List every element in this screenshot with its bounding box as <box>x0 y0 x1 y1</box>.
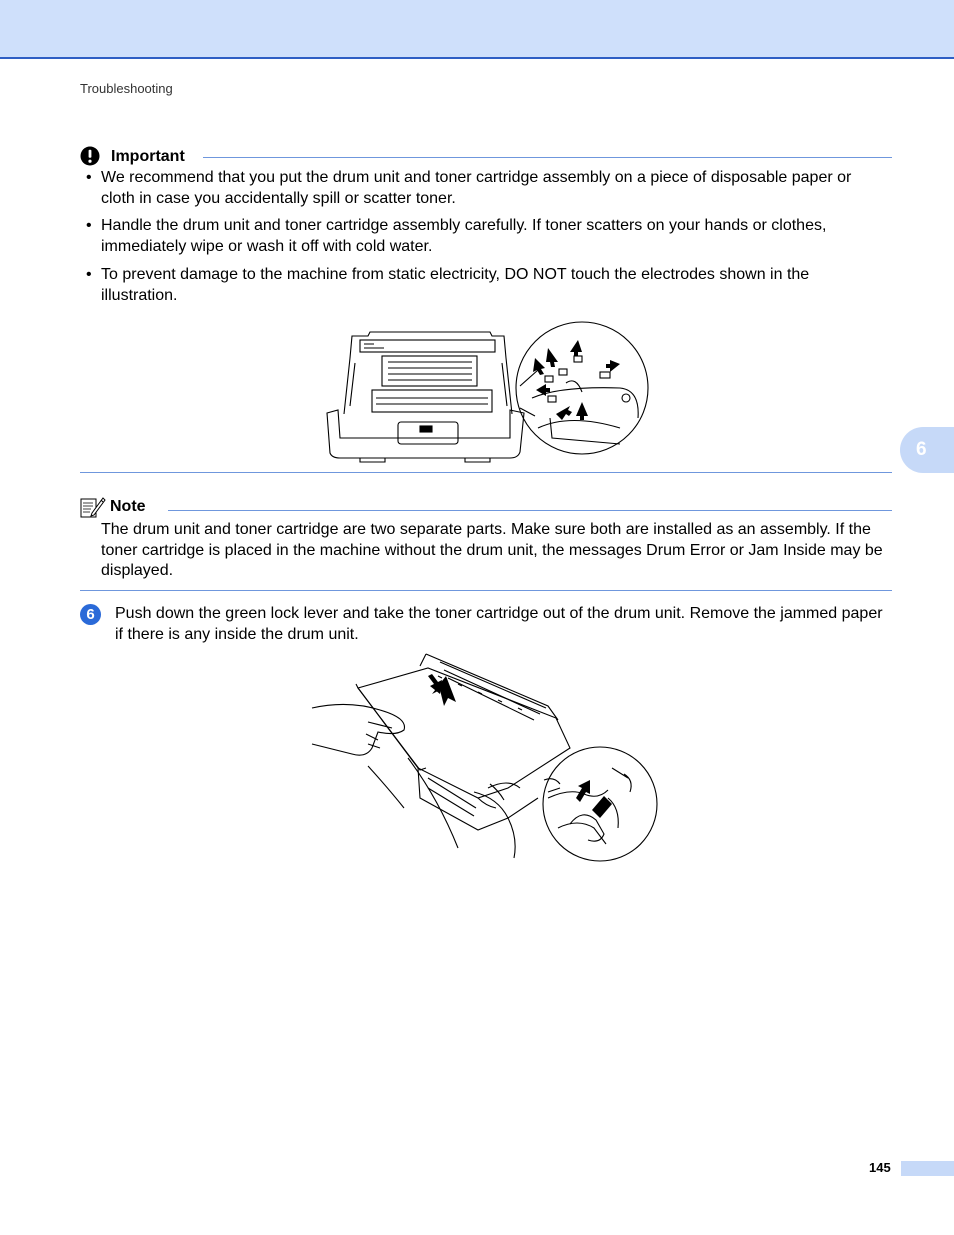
footer-band <box>901 1161 954 1176</box>
bullet-dot: • <box>86 217 92 234</box>
electrodes-illustration <box>320 318 655 463</box>
important-heading <box>80 146 185 168</box>
bullet-dot: • <box>86 266 92 283</box>
note-text: The drum unit and toner cartridge are two separate parts. Make sure both are installed as an assembly. If the toner cartridge is placed in the machine without the drum unit, the messages Drum Error or Jam Inside may be displayed. <box>101 521 883 579</box>
exclamation-circle-icon <box>80 146 102 168</box>
note-pencil-icon <box>80 495 106 519</box>
chapter-tab[interactable] <box>900 427 954 473</box>
note-heading <box>80 496 146 518</box>
breadcrumb: Troubleshooting <box>80 81 173 96</box>
step-number-badge: 6 <box>80 604 101 625</box>
note-end-rule <box>80 590 892 591</box>
note-rule <box>168 510 892 511</box>
important-bullet-2 <box>86 216 886 257</box>
note-title: Note <box>110 498 146 515</box>
important-end-rule <box>80 472 892 473</box>
important-bullet-1 <box>86 168 886 209</box>
page-number: 145 <box>869 1160 891 1175</box>
bullet-text: Handle the drum unit and toner cartridge assembly carefully. If toner scatters on your hands or clothes, immediately wipe or wash it off with cold water. <box>101 217 827 255</box>
important-rule <box>203 157 892 158</box>
chapter-tab-number: 6 <box>916 439 927 460</box>
important-title: Important <box>111 148 185 165</box>
bullet-text: To prevent damage to the machine from static electricity, DO NOT touch the electrodes shown in the illustration. <box>101 266 810 304</box>
bullet-text: We recommend that you put the drum unit and toner cartridge assembly on a piece of disposable paper or cloth in case you accidentally spill or scatter toner. <box>101 169 852 207</box>
header-band <box>0 0 954 59</box>
step-text: Push down the green lock lever and take the toner cartridge out of the drum unit. Remove the jammed paper if there is any inside the drum unit. <box>115 605 883 643</box>
toner-removal-illustration <box>308 648 663 866</box>
important-bullet-3 <box>86 265 886 306</box>
bullet-dot: • <box>86 169 92 186</box>
